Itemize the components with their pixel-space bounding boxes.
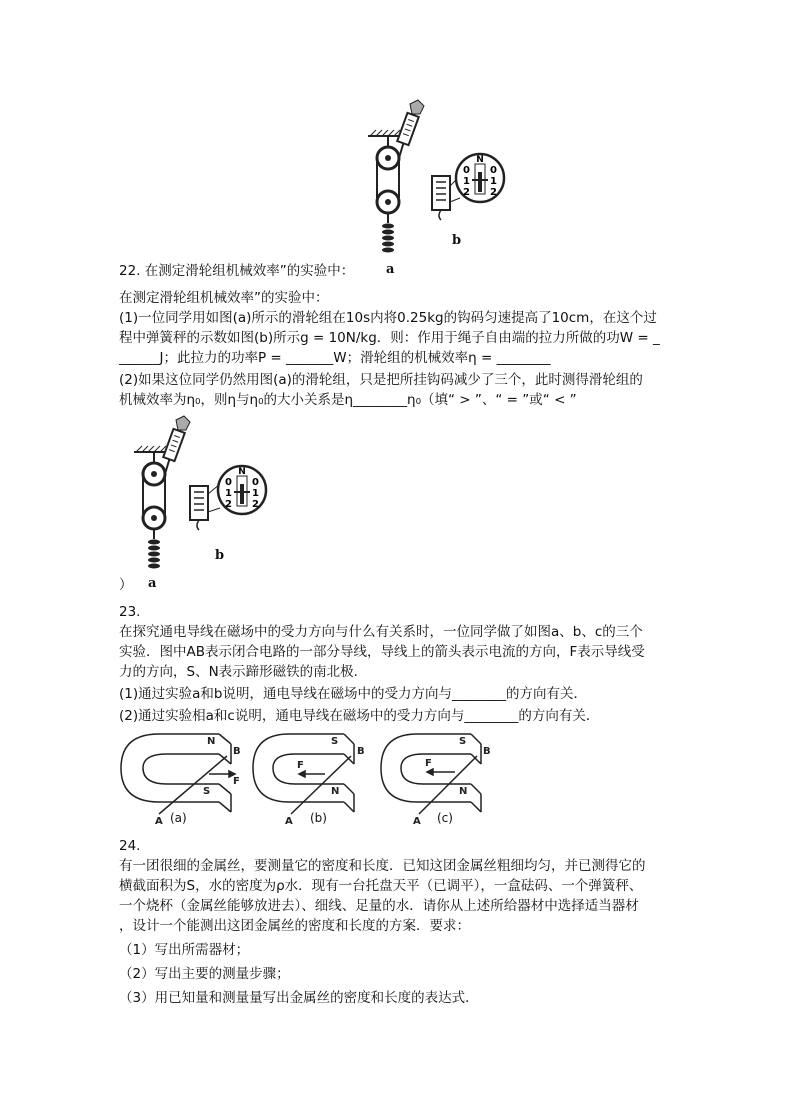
- magnet-a-force: F: [233, 776, 240, 787]
- magnet-a-wire-b: B: [233, 746, 241, 757]
- q24-number: 24.: [119, 838, 141, 854]
- q22-intro: 在测定滑轮组机械效率”的实验中：: [119, 290, 329, 306]
- magnet-c-wire-b: B: [483, 746, 491, 757]
- q22-part1-line3: ______J；此拉力的功率P = _______W；滑轮组的机械效率η = ________: [119, 350, 551, 366]
- q24-req3: （3）用已知量和测量量写出金属丝的密度和长度的表达式．: [119, 990, 479, 1006]
- scale2-left-1: 1: [225, 488, 232, 499]
- q22-part1-line2: 程中弹簧秤的示数如图(b)所示g = 10N/kg．则：作用于绳子自由端的拉力所做的功W = _: [119, 330, 660, 346]
- q24-req2: （2）写出主要的测量步骤；: [119, 966, 290, 982]
- magnet-c-wire-a: A: [413, 816, 421, 827]
- scale-left-0: 0: [463, 165, 470, 176]
- magnet-c-top-pole: S: [459, 736, 467, 747]
- q24-line3: 一个烧杯（金属丝能够放进去）、细线、足量的水．请你从上述所给器材中选择适当器材: [119, 898, 639, 914]
- caption-b: (b): [310, 811, 327, 825]
- q22-part1-line1: (1)一位同学用如图(a)所示的滑轮组在10s内将0.25kg的钩码匀速提高了10cm，在这个过: [119, 310, 657, 326]
- figure-label-b-second: b: [215, 548, 225, 563]
- figure-label-a-second: a: [148, 576, 157, 591]
- q22-close-paren: ）: [119, 577, 133, 593]
- scale-right-0: 0: [490, 165, 497, 176]
- pulley-figure-top: [360, 98, 510, 278]
- scale-left-2: 2: [463, 187, 470, 198]
- scale2-right-0: 0: [252, 477, 259, 488]
- magnet-a-bottom-pole: S: [203, 786, 211, 797]
- q23-line1: 在探究通电导线在磁场中的受力方向与什么有关系时，一位同学做了如图a、b、c的三个: [119, 624, 643, 640]
- q24-line2: 横截面积为S，水的密度为ρ水．现有一台托盘天平（已调平），一盒砝码、一个弹簧秤、: [119, 878, 643, 894]
- scale2-right-2: 2: [252, 499, 259, 510]
- figure-label-a-top: a: [386, 262, 395, 277]
- figure-label-b-top: b: [452, 233, 462, 248]
- q22-heading: 22. 在测定滑轮组机械效率”的实验中：: [119, 263, 355, 279]
- q22-part2-line2: 机械效率为η₀，则η与η₀的大小关系是η________η₀（填“ > ”、“ = ”或“ < ”: [119, 392, 577, 408]
- magnet-b-bottom-pole: N: [331, 786, 340, 797]
- magnet-a-top-pole: N: [207, 736, 216, 747]
- magnet-b-force: F: [297, 760, 304, 771]
- q23-line4: (1)通过实验a和b说明，通电导线在磁场中的受力方向与________的方向有关．: [119, 686, 587, 702]
- scale-right-2: 2: [490, 187, 497, 198]
- scale2-left-2: 2: [225, 499, 232, 510]
- q23-line5: (2)通过实验相a和c说明，通电导线在磁场中的受力方向与________的方向有关．: [119, 708, 600, 724]
- q23-line2: 实验．图中AB表示闭合电路的一部分导线，导线上的箭头表示电流的方向，F表示导线受: [119, 644, 645, 660]
- q23-number: 23.: [119, 604, 141, 620]
- scale-right-1: 1: [490, 176, 497, 187]
- q24-line4: ，设计一个能测出这团金属丝的密度和长度的方案．要求：: [119, 918, 470, 934]
- scale-unit-label-2: N: [238, 467, 246, 477]
- magnet-b: [253, 734, 354, 814]
- magnet-c-force: F: [425, 758, 432, 769]
- q24-req1: （1）写出所需器材；: [119, 942, 250, 958]
- magnet-b-wire-a: A: [285, 816, 293, 827]
- caption-c: (c): [437, 811, 453, 825]
- magnet-a: [121, 734, 235, 814]
- caption-a: (a): [170, 811, 187, 825]
- magnet-c-bottom-pole: N: [459, 786, 468, 797]
- magnet-a-wire-a: A: [155, 816, 163, 827]
- q23-line3: 力的方向，S、N表示蹄形磁铁的南北极．: [119, 664, 368, 680]
- scale-unit-label: N: [476, 155, 484, 165]
- scale2-left-0: 0: [225, 477, 232, 488]
- q22-part2-line1: (2)如果这位同学仍然用图(a)的滑轮组，只是把所挂钩码减少了三个，此时测得滑轮组的: [119, 372, 643, 388]
- magnet-b-wire-b: B: [357, 746, 365, 757]
- q24-line1: 有一团很细的金属丝，要测量它的密度和长度．已知这团金属丝粗细均匀，并已测得它的: [119, 858, 646, 874]
- magnet-b-top-pole: S: [331, 736, 339, 747]
- scale-left-1: 1: [463, 176, 470, 187]
- pulley-figure-second: [126, 414, 276, 589]
- scale2-right-1: 1: [252, 488, 259, 499]
